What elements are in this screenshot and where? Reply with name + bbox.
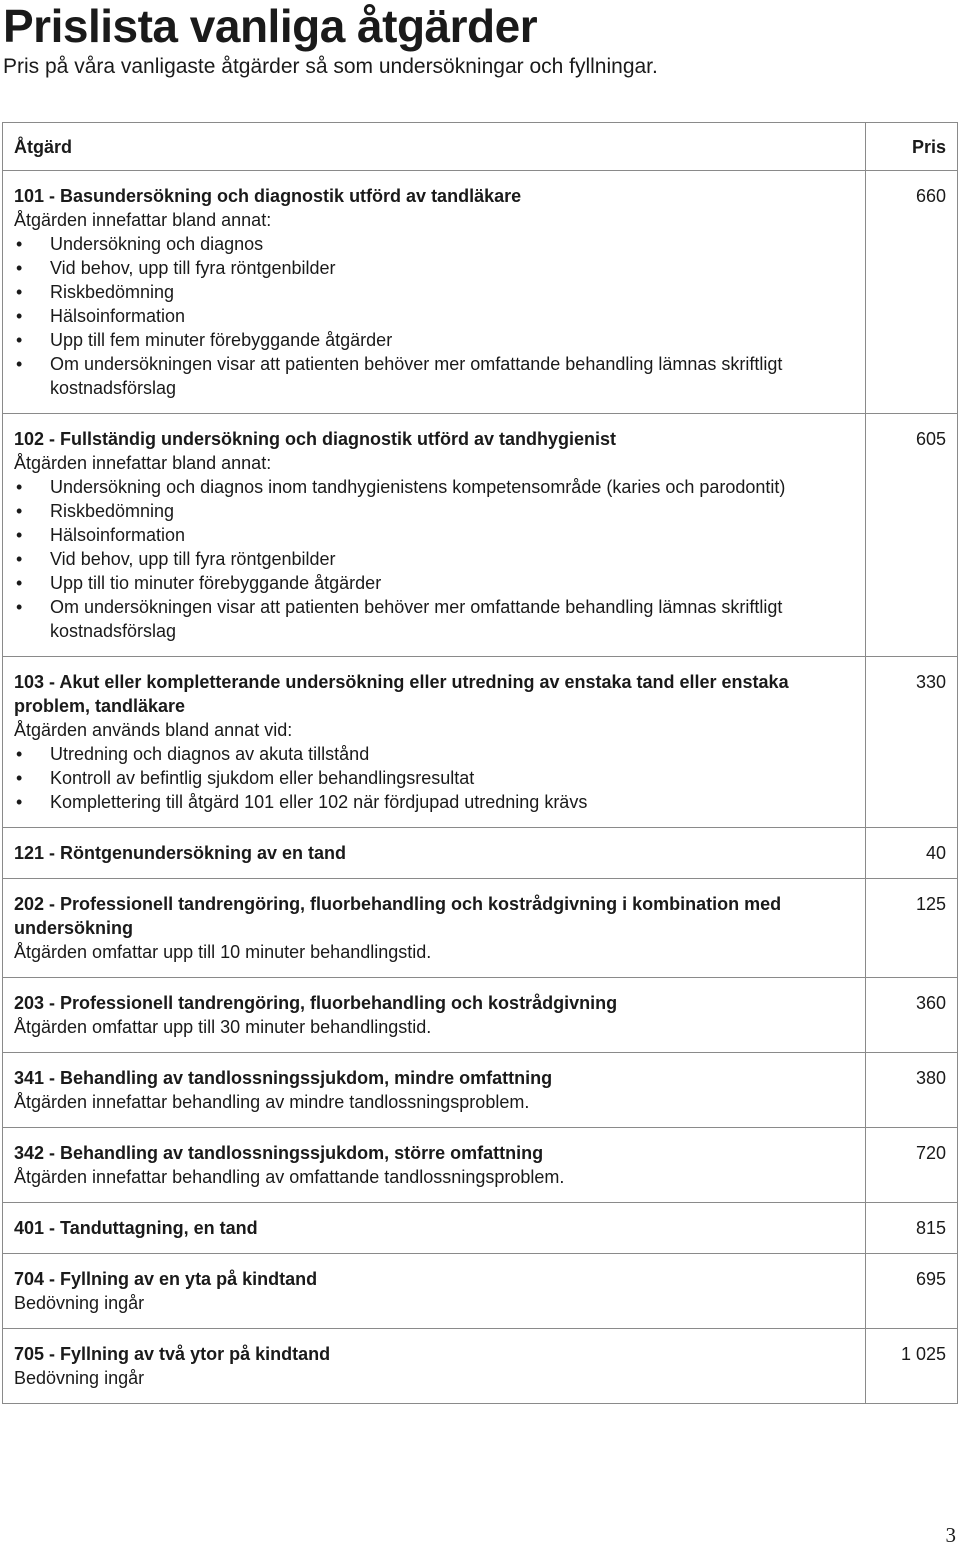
bullet-item: • Undersökning och diagnos inom tandhygienistens kompetensområde (karies och parodontit): [14, 475, 845, 499]
price-cell: 360: [866, 978, 958, 1053]
action-cell: [3, 1053, 866, 1128]
price-cell: 125: [866, 879, 958, 978]
table-row: [3, 414, 958, 657]
table-row: [3, 978, 958, 1053]
action-cell: [3, 879, 866, 978]
column-header-price: Pris: [866, 123, 958, 171]
page-subtitle: Pris på våra vanligaste åtgärder så som undersökningar och fyllningar.: [3, 55, 658, 78]
table-row: [3, 1128, 958, 1203]
item-title: 121 - Röntgenundersökning av en tand: [14, 843, 347, 863]
item-title: 203 - Professionell tandrengöring, fluorbehandling och kostrådgivning: [14, 993, 618, 1013]
item-title: 341 - Behandling av tandlossningssjukdom, mindre omfattning: [14, 1068, 553, 1088]
table-row: [3, 828, 958, 879]
action-cell: [3, 978, 866, 1053]
bullet-item: • Kontroll av befintlig sjukdom eller behandlingsresultat: [14, 766, 845, 790]
bullet-list: [14, 475, 845, 643]
page-title: Prislista vanliga åtgärder: [3, 0, 538, 52]
item-description: Bedövning ingår: [14, 1368, 145, 1388]
item-title: 704 - Fyllning av en yta på kindtand: [14, 1269, 318, 1289]
item-description: Åtgärden innefattar bland annat:: [14, 210, 272, 230]
bullet-list: [14, 232, 845, 400]
table-row: [3, 1203, 958, 1254]
bullet-item: • Hälsoinformation: [14, 304, 845, 328]
item-title: 202 - Professionell tandrengöring, fluorbehandling och kostrådgivning i kombination med undersökning: [14, 894, 782, 938]
bullet-item: • Undersökning och diagnos: [14, 232, 845, 256]
price-cell: 605: [866, 414, 958, 657]
bullet-item: • Om undersökningen visar att patienten behöver mer omfattande behandling lämnas skriftligt kostnadsförslag: [14, 595, 845, 643]
bullet-item: • Riskbedömning: [14, 499, 845, 523]
page-number: 3: [945, 1523, 956, 1547]
action-cell: [3, 1254, 866, 1329]
bullet-item: • Upp till fem minuter förebyggande åtgärder: [14, 328, 845, 352]
action-cell: [3, 1329, 866, 1404]
action-cell: [3, 657, 866, 828]
action-cell: [3, 1128, 866, 1203]
bullet-item: • Hälsoinformation: [14, 523, 845, 547]
price-cell: 330: [866, 657, 958, 828]
table-row: [3, 1329, 958, 1404]
price-table: [2, 122, 958, 1404]
bullet-item: • Utredning och diagnos av akuta tillstånd: [14, 742, 845, 766]
price-cell: 1 025: [866, 1329, 958, 1404]
item-description: Åtgärden innefattar bland annat:: [14, 453, 272, 473]
table-row: [3, 879, 958, 978]
item-title: 103 - Akut eller kompletterande undersökning eller utredning av enstaka tand eller enstaka problem, tandläkare: [14, 672, 789, 716]
item-title: 101 - Basundersökning och diagnostik utförd av tandläkare: [14, 186, 522, 206]
action-cell: [3, 1203, 866, 1254]
bullet-list: [14, 742, 845, 814]
price-cell: 660: [866, 171, 958, 414]
price-cell: 40: [866, 828, 958, 879]
bullet-item: • Upp till tio minuter förebyggande åtgärder: [14, 571, 845, 595]
item-description: Åtgärden används bland annat vid:: [14, 720, 293, 740]
action-cell: [3, 828, 866, 879]
table-row: [3, 171, 958, 414]
item-description: Bedövning ingår: [14, 1293, 145, 1313]
action-cell: [3, 171, 866, 414]
item-description: Åtgärden innefattar behandling av mindre tandlossningsproblem.: [14, 1092, 530, 1112]
bullet-item: • Om undersökningen visar att patienten behöver mer omfattande behandling lämnas skriftligt kostnadsförslag: [14, 352, 845, 400]
bullet-item: • Vid behov, upp till fyra röntgenbilder: [14, 547, 845, 571]
table-row: [3, 657, 958, 828]
bullet-item: • Komplettering till åtgärd 101 eller 102 när fördjupad utredning krävs: [14, 790, 845, 814]
item-title: 102 - Fullständig undersökning och diagnostik utförd av tandhygienist: [14, 429, 617, 449]
price-cell: 380: [866, 1053, 958, 1128]
table-body: [3, 171, 958, 1404]
table-header-row: [3, 123, 958, 171]
item-title: 705 - Fyllning av två ytor på kindtand: [14, 1344, 331, 1364]
bullet-item: • Vid behov, upp till fyra röntgenbilder: [14, 256, 845, 280]
table-row: [3, 1254, 958, 1329]
item-description: Åtgärden omfattar upp till 30 minuter behandlingstid.: [14, 1017, 432, 1037]
item-title: 401 - Tanduttagning, en tand: [14, 1218, 258, 1238]
table-row: [3, 1053, 958, 1128]
action-cell: [3, 414, 866, 657]
item-description: Åtgärden omfattar upp till 10 minuter behandlingstid.: [14, 942, 432, 962]
item-title: 342 - Behandling av tandlossningssjukdom, större omfattning: [14, 1143, 544, 1163]
price-cell: 815: [866, 1203, 958, 1254]
bullet-item: • Riskbedömning: [14, 280, 845, 304]
column-header-action: Åtgärd: [3, 123, 866, 171]
item-description: Åtgärden innefattar behandling av omfattande tandlossningsproblem.: [14, 1167, 565, 1187]
price-cell: 720: [866, 1128, 958, 1203]
price-cell: 695: [866, 1254, 958, 1329]
